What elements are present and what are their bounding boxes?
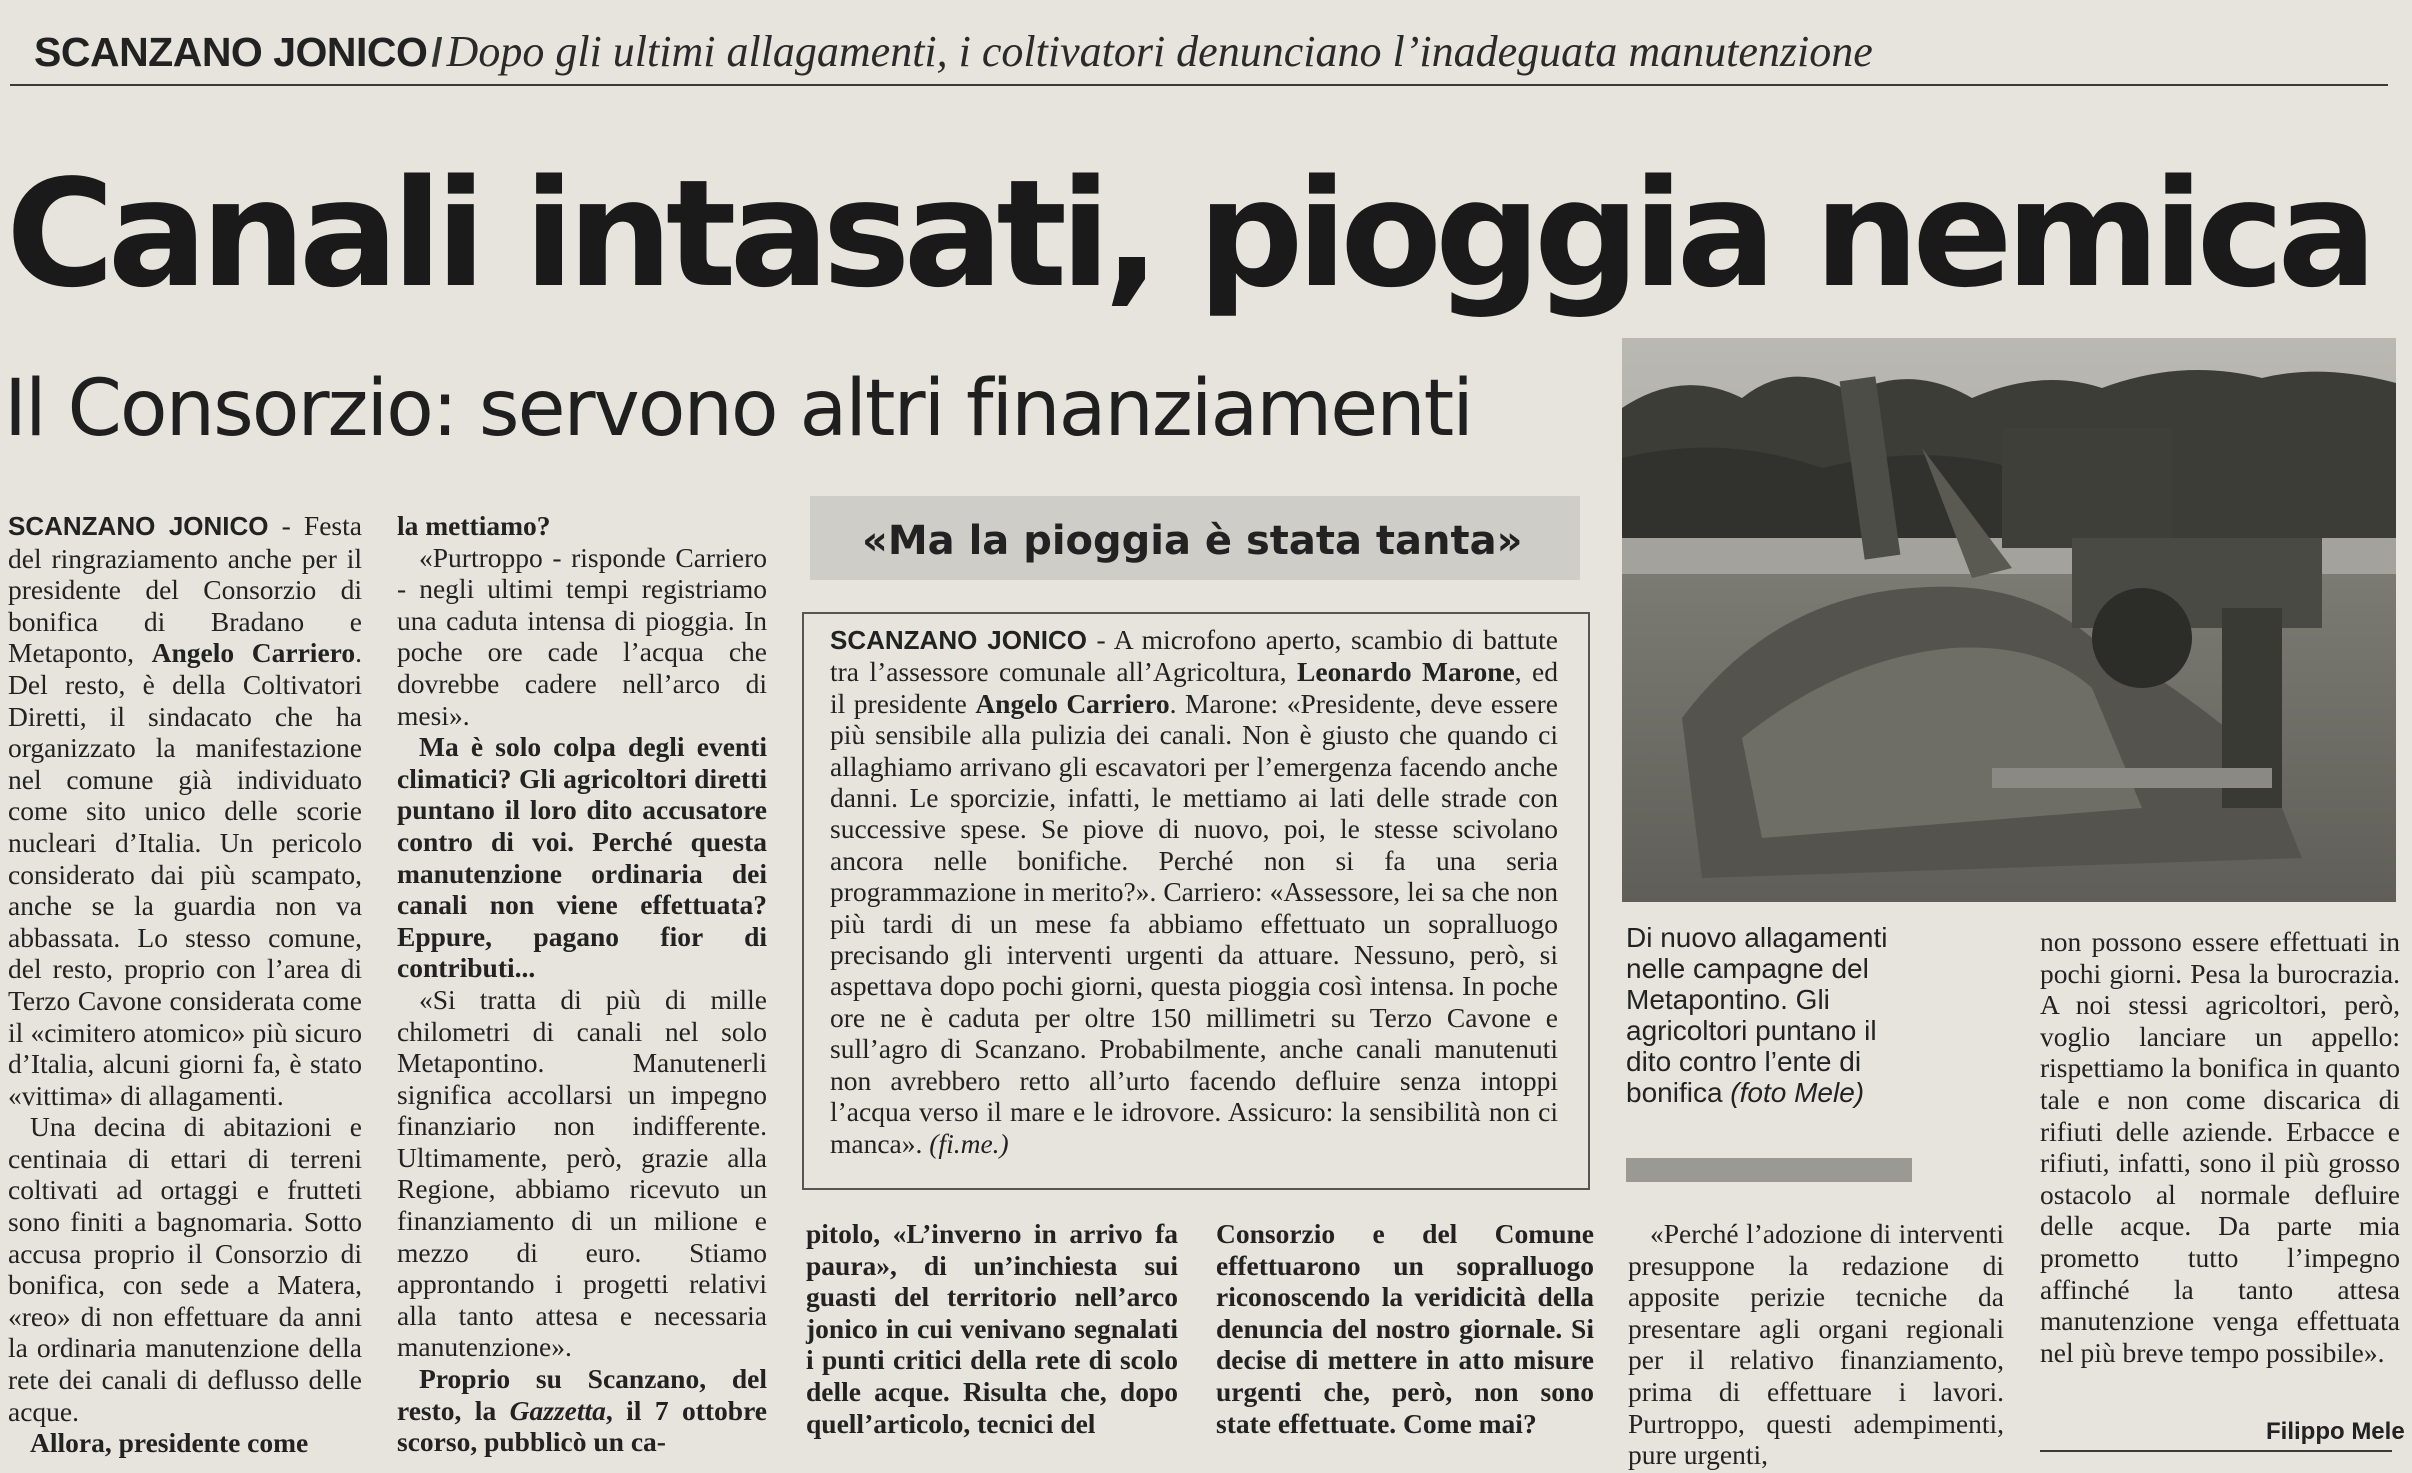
paragraph: non possono essere effettuati in pochi giorni. Pesa la burocrazia. A noi stessi agricoltori, però, voglio lanciare un appello: rispettiamo la bonifica in quanto tale e non come discarica di rifiuti delle aziende. Erbacce e rifiuti, infatti, sono il più grosso ostacolo al normale defluire delle acque. Da parte mia prometto tutto l’impegno affinché la tanto attesa manutenzione venga effettuata nel più breve tempo possibile». — [2040, 926, 2400, 1368]
question: Proprio su Scanzano, del resto, la Gazzetta, il 7 ottobre scorso, pubblicò un ca- — [397, 1363, 767, 1458]
column-4 — [1216, 1218, 1594, 1439]
paragraph: Consorzio e del Comune effettuarono un sopralluogo riconoscendo la veridicità della denuncia del nostro giornale. Si decise di mettere in atto misure urgenti che, però, non sono state effettuate. Come mai? — [1216, 1218, 1594, 1439]
paragraph: pitolo, «L’inverno in arrivo fa paura», di un’inchiesta sui guasti del territorio nell’arco jonico in cui venivano segnalati i punti critici della rete di scolo delle acque. Risulta che, dopo quell’articolo, tecnici del — [806, 1218, 1178, 1439]
column-2 — [397, 510, 767, 1458]
photo-image — [1622, 338, 2396, 902]
box-title: «Ma la pioggia è stata tanta» — [862, 518, 1523, 564]
person-name: Angelo Carriero — [151, 637, 356, 669]
question: Ma è solo colpa degli eventi climatici? Gli agricoltori diretti puntano il loro dito accusatore contro di voi. Perché questa manutenzione ordinaria dei canali non viene effettuata? Eppure, pagano fior di contributi... — [397, 731, 767, 984]
paragraph: . Del resto, è della Coltivatori Diretti, il sindacato che ha organizzato la manifestazione nel comune già individuato come sito unico delle scorie nucleari d’Italia. Un pericolo considerato dai più scampato, anche se la guardia non va abbassata. Lo stesso comune, del resto, proprio con l’area di Terzo Cavone considerata come il «cimitero atomico» più sicuro d’Italia, alcuni giorni fa, è stato «vittima» di allagamenti. — [8, 637, 362, 1111]
paragraph: - Festa del ringraziamento anche per il presidente del Consorzio di bonifica di Bradano e Metaponto, — [8, 510, 362, 669]
headline: Canali intasati, pioggia nemica — [6, 148, 2371, 320]
photo-caption: Di nuovo allagamenti nelle campagne del Metapontino. Gli agricoltori puntano il dito contro l’ente di bonifica (foto Mele) — [1626, 922, 1888, 1108]
signoff: (fi.me.) — [929, 1127, 1009, 1159]
box-text: SCANZANO JONICO - A microfono aperto, scambio di battute tra l’assessore comunale all’Agricoltura, Leonardo Marone, ed il presidente Angelo Carriero. Marone: «Presidente, deve essere più sensibile alla pulizia dei canali. Non è giusto che quando ci allaghiamo arrivano gli escavatori per l’emergenza facendo anche danni. Le sporcizie, infatti, le mettiamo ai lati delle strade con successive spese. Se piove di nuovo, poi, le stesse scivolano ancora nelle bonifiche. Perché non si fa una seria programmazione in merito?». Carriero: «Assessore, lei sa che non più tardi di un mese fa abbiamo effettuato un sopralluogo precisando gli interventi urgenti da attuare. Nessuno, però, si aspettava dopo pochi giorni, questa pioggia così intensa. In poche ore ne è caduta per oltre 150 millimetri su Terzo Cavone e sull’agro di Scanzano. Probabilmente, anche canali manutenuti non avrebbero retto all’urto facendo defluire senza intoppi l’acqua verso il mare e le idrovore. Assicuro: la sensibilità non ci manca». (fi.me.) — [830, 624, 1558, 1159]
column-3 — [806, 1218, 1178, 1439]
person-name: Angelo Carriero — [975, 687, 1170, 719]
newspaper-name: Gazzetta — [509, 1394, 606, 1426]
paragraph: Una decina di abitazioni e centinaia di ettari di terreni coltivati ad ortaggi e frutteti sono finiti a bagnomaria. Sotto accusa proprio il Consorzio di bonifica, con sede a Matera, «reo» di non effettuare da anni la ordinaria manutenzione della rete dei canali di deflusso delle acque. — [8, 1111, 362, 1427]
question: la mettiamo? — [397, 510, 551, 541]
photo-credit: (foto Mele) — [1730, 1077, 1865, 1108]
paragraph: «Perché l’adozione di interventi presuppone la redazione di apposite perizie tecniche da presentare agli organi regionali per il relativo finanziamento, prima di effettuare i lavori. Purtroppo, questi adempimenti, pure urgenti, — [1628, 1218, 2004, 1471]
kicker-tag: SCANZANO JONICO — [34, 29, 428, 75]
kicker-rule — [10, 84, 2388, 86]
kicker — [34, 26, 2384, 82]
grey-divider-bar — [1626, 1158, 1912, 1182]
kicker-text: Dopo gli ultimi allagamenti, i coltivatori denunciano l’inadeguata manutenzione — [446, 27, 1873, 76]
subheadline: Il Consorzio: servono altri finanziamenti — [4, 364, 1472, 454]
question: Allora, presidente come — [30, 1427, 309, 1459]
person-name: Leonardo Marone — [1297, 656, 1515, 688]
paragraph: «Purtroppo - risponde Carriero - negli ultimi tempi registriamo una caduta intensa di pioggia. In poche ore cade l’acqua che dovrebbe cadere nell’arco di mesi». — [397, 541, 767, 731]
author-signature: Filippo Mele — [2266, 1418, 2405, 1445]
column-5 — [1628, 1218, 2004, 1471]
kicker-separator: / — [431, 31, 443, 75]
paragraph: «Si tratta di più di mille chilometri di canali nel solo Metapontino. Manutenerli significa accollarsi un impegno finanziario non indifferente. Ultimamente, però, grazie alla Regione, abbiamo ricevuto un finanziamento di un milione e mezzo di euro. Stiamo approntando i progetti relativi alla tanto attesa e necessaria manutenzione». — [397, 983, 767, 1363]
signature-rule — [2040, 1450, 2392, 1452]
dateline: SCANZANO JONICO — [830, 625, 1087, 655]
photo-excavator — [1622, 338, 2396, 902]
column-6 — [2040, 926, 2400, 1368]
dateline: SCANZANO JONICO — [8, 511, 269, 541]
column-1 — [8, 510, 362, 1459]
